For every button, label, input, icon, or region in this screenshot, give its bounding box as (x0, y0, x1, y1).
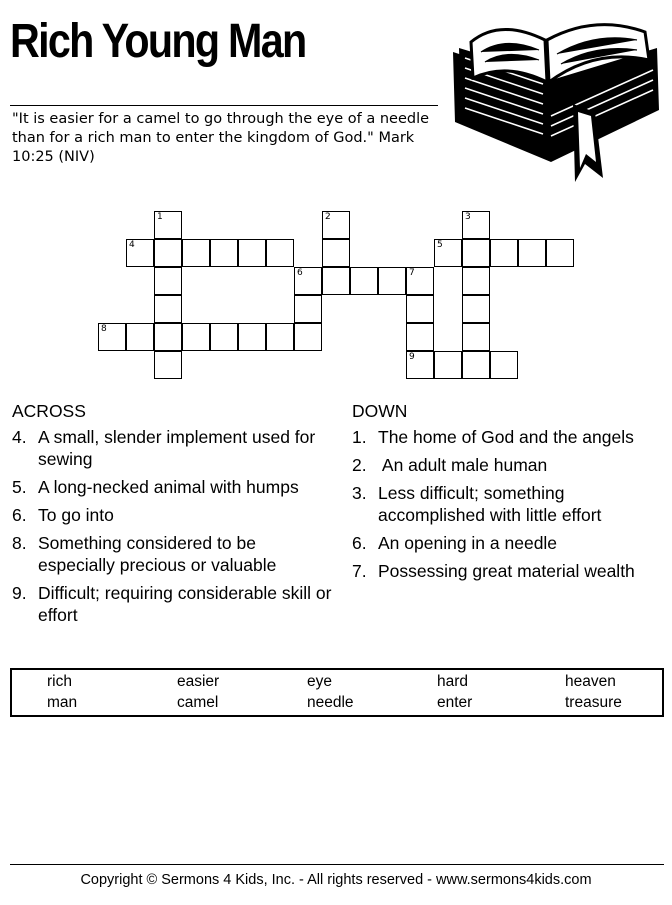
footer-divider (10, 864, 664, 865)
clue-item: 6. An opening in a needle (352, 533, 558, 553)
word-bank (10, 668, 664, 717)
crossword-cell[interactable] (462, 295, 490, 323)
crossword-cell[interactable] (182, 239, 210, 267)
clue-number: 7 (409, 268, 415, 278)
crossword-cell[interactable] (546, 239, 574, 267)
crossword-cell[interactable] (462, 267, 490, 295)
crossword-cell[interactable] (126, 323, 154, 351)
clue-item: 5. A long-necked animal with humps (12, 477, 299, 497)
word-bank-item: heaven (565, 673, 616, 690)
crossword-cell[interactable] (154, 295, 182, 323)
down-clues (352, 400, 652, 588)
crossword-cell[interactable] (294, 295, 322, 323)
clue-number: 3 (465, 212, 471, 222)
clue-number: 5 (437, 240, 443, 250)
bible-verse: "It is easier for a camel to go through the eye of a needle than for a rich man to enter the kingdom of God." Mark 10:25 (NIV) (12, 111, 430, 165)
crossword-cell[interactable] (294, 267, 322, 295)
clue-item: 4. A small, slender implement used for sewing (12, 427, 316, 469)
crossword-cell[interactable] (350, 267, 378, 295)
crossword-cell[interactable] (490, 239, 518, 267)
crossword-cell[interactable] (518, 239, 546, 267)
crossword-grid (0, 0, 672, 400)
clue-number: 2 (325, 212, 331, 222)
copyright-footer: Copyright © Sermons 4 Kids, Inc. - All rights reserved - www.sermons4kids.com (80, 872, 592, 888)
crossword-cell[interactable] (406, 323, 434, 351)
crossword-cell[interactable] (154, 239, 182, 267)
clue-item: 8. Something considered to be especially precious or valuable (12, 533, 277, 575)
word-bank-item: rich (47, 673, 72, 690)
crossword-cell[interactable] (98, 323, 126, 351)
crossword-cell[interactable] (210, 239, 238, 267)
crossword-cell[interactable] (266, 239, 294, 267)
clue-item: 7. Possessing great material wealth (352, 561, 635, 581)
across-heading: ACROSS (12, 401, 86, 421)
word-bank-item: eye (307, 673, 332, 690)
clue-number: 8 (101, 324, 107, 334)
word-bank-item: needle (307, 694, 354, 711)
crossword-cell[interactable] (406, 295, 434, 323)
crossword-cell[interactable] (266, 323, 294, 351)
down-heading: DOWN (352, 401, 408, 421)
word-bank-item: man (47, 694, 78, 711)
crossword-cell[interactable] (406, 267, 434, 295)
crossword-cell[interactable] (154, 323, 182, 351)
crossword-cell[interactable] (238, 239, 266, 267)
crossword-cell[interactable] (210, 323, 238, 351)
page-title: Rich Young Man (10, 15, 306, 68)
crossword-cell[interactable] (462, 211, 490, 239)
crossword-cell[interactable] (154, 351, 182, 379)
clue-number: 1 (157, 212, 163, 222)
crossword-cell[interactable] (406, 351, 434, 379)
crossword-cell[interactable] (238, 323, 266, 351)
word-bank-item: hard (437, 673, 469, 690)
crossword-cell[interactable] (154, 211, 182, 239)
crossword-cell[interactable] (378, 267, 406, 295)
crossword-cell[interactable] (322, 211, 350, 239)
crossword-cell[interactable] (154, 267, 182, 295)
crossword-cell[interactable] (294, 323, 322, 351)
clue-item: 9. Difficult; requiring considerable skill or effort (12, 583, 332, 625)
word-bank-item: camel (177, 694, 219, 711)
crossword-cell[interactable] (462, 351, 490, 379)
word-bank-item: easier (177, 673, 220, 690)
clue-item: 3. Less difficult; something accomplished with little effort (352, 483, 602, 525)
crossword-cell[interactable] (434, 239, 462, 267)
word-bank-item: treasure (565, 694, 622, 711)
crossword-cell[interactable] (322, 239, 350, 267)
crossword-cell[interactable] (490, 351, 518, 379)
across-clues (12, 400, 332, 632)
crossword-cell[interactable] (126, 239, 154, 267)
clue-item: 1. The home of God and the angels (352, 427, 634, 447)
clue-number: 4 (129, 240, 135, 250)
word-bank-item: enter (437, 694, 473, 711)
clue-item: 6. To go into (12, 505, 114, 525)
crossword-cell[interactable] (182, 323, 210, 351)
crossword-cell[interactable] (434, 351, 462, 379)
crossword-cell[interactable] (462, 239, 490, 267)
clue-number: 9 (409, 352, 415, 362)
crossword-cell[interactable] (322, 267, 350, 295)
clue-number: 6 (297, 268, 303, 278)
clue-item: 2. An adult male human (352, 455, 548, 475)
crossword-cell[interactable] (462, 323, 490, 351)
